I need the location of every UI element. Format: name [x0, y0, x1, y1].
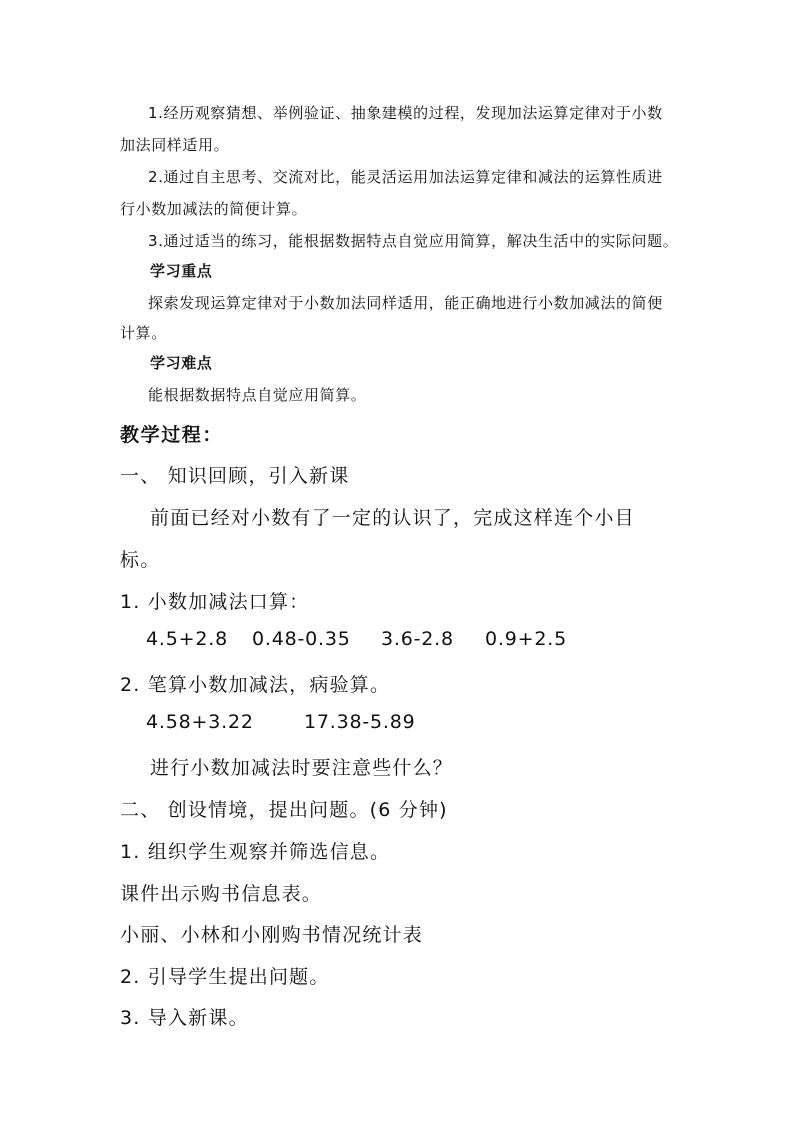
difficulty-heading: 学习难点 — [150, 354, 213, 372]
key-point-line-1: 探索发现运算定律对于小数加法同样适用，能正确地进行小数加减法的简便 — [148, 294, 663, 312]
oral-problem: 4.5+2.8 — [146, 628, 228, 650]
step-3: 3. 导入新课。 — [120, 1007, 249, 1029]
key-point-heading: 学习重点 — [150, 262, 213, 280]
section-1-title: 一、 知识回顾，引入新课 — [120, 465, 350, 487]
step-1: 1. 组织学生观察并筛选信息。 — [120, 841, 391, 863]
step-1-note: 课件出示购书信息表。 — [120, 883, 323, 905]
task-1-label: 1. 小数加减法口算： — [120, 591, 310, 613]
written-problem: 17.38-5.89 — [304, 711, 416, 733]
process-heading: 教学过程： — [120, 424, 224, 446]
section-1-intro-line-1: 前面已经对小数有了一定的认识了，完成这样连个小目 — [150, 507, 635, 529]
objective-2-line-1: 2.通过自主思考、交流对比，能灵活运用加法运算定律和减法的运算性质进 — [148, 168, 663, 186]
written-calculation-row — [0, 711, 794, 737]
written-problem: 4.58+3.22 — [146, 711, 254, 733]
oral-problem: 0.48-0.35 — [252, 628, 351, 650]
objective-1-line-2: 加法同样适用。 — [120, 136, 230, 154]
step-2: 2. 引导学生提出问题。 — [120, 966, 330, 988]
oral-problem: 3.6-2.8 — [381, 628, 454, 650]
oral-calculation-row — [0, 628, 794, 654]
section-2-title: 二、 创设情境，提出问题。(6 分钟) — [120, 799, 448, 821]
difficulty-line-1: 能根据数据特点自觉应用简算。 — [148, 386, 367, 404]
section-1-intro-line-2: 标。 — [120, 549, 161, 571]
key-point-line-2: 计算。 — [120, 324, 167, 342]
reflection-question: 进行小数加减法时要注意些什么？ — [150, 757, 454, 779]
objective-3-line-1: 3.通过适当的练习，能根据数据特点自觉应用简算，解决生活中的实际问题。 — [148, 232, 679, 250]
table-title: 小丽、小林和小刚购书情况统计表 — [120, 924, 424, 946]
objective-2-line-2: 行小数加减法的简便计算。 — [120, 200, 308, 218]
oral-problem: 0.9+2.5 — [485, 628, 567, 650]
task-2-label: 2. 笔算小数加减法，病验算。 — [120, 674, 391, 696]
objective-1-line-1: 1.经历观察猜想、举例验证、抽象建模的过程，发现加法运算定律对于小数 — [148, 104, 663, 122]
